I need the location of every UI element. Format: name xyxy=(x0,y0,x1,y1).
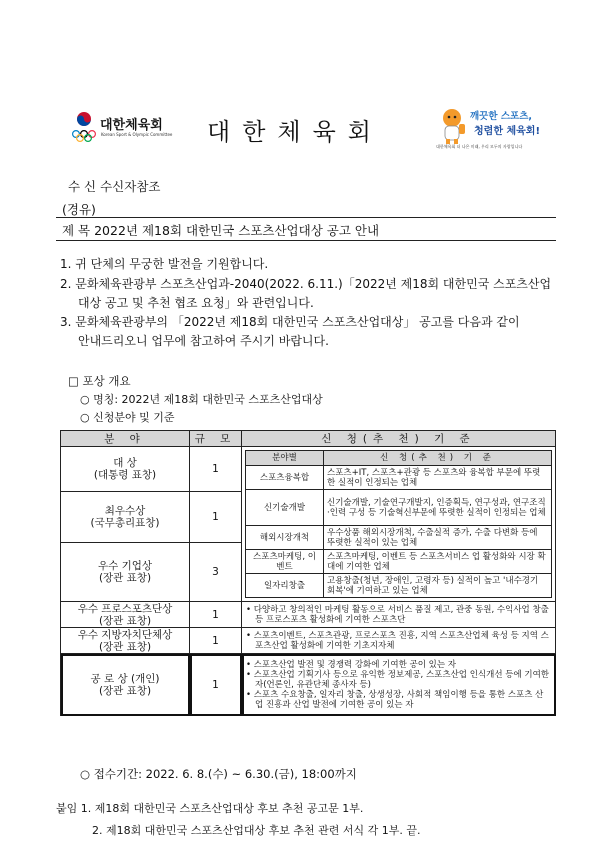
paragraph-3-line-2: 안내드리오니 업무에 참고하여 주시기 바랍니다. xyxy=(78,334,329,348)
inner-text: 스포츠+IT, 스포츠+관광 등 스포츠와 융복합 부문에 뚜렷한 실적이 인정되는 업체 xyxy=(324,466,552,490)
org-logo xyxy=(70,108,180,148)
criteria-cell xyxy=(242,602,556,628)
criteria-bullet: • 다양하고 창의적인 마케팅 활동으로 서비스 품질 제고, 관중 동원, 수익사업 창출 등 프로스포츠 활성화에 기여한 스포츠단 xyxy=(246,604,549,625)
award-level: (장관 표창) xyxy=(98,684,152,697)
table-row xyxy=(246,574,552,598)
award-level: (대통령 표창) xyxy=(93,468,157,481)
subject-rule-bottom xyxy=(56,240,556,241)
header-criteria: 신 청(추 천) 기 준 xyxy=(242,431,556,447)
deadline: ○ 접수기간: 2022. 6. 8.(수) ~ 6.30.(금), 18:00까지 xyxy=(80,767,357,781)
award-level: (장관 표창) xyxy=(98,614,152,627)
award-level: (장관 표창) xyxy=(98,571,152,584)
criteria-bullet: • 스포츠이벤트, 스포츠관광, 프로스포츠 진흥, 지역 스포츠산업체 육성 등 지역 스포츠산업 활성화에 기여한 기초지자체 xyxy=(246,630,549,651)
inner-field: 신기술개발 xyxy=(246,490,324,526)
paragraph-3-line-1: 3. 문화체육관광부의 「2022년 제18회 대한민국 스포츠산업대상」 공고를 다음과 같이 xyxy=(60,315,520,329)
header-scale: 규 모 xyxy=(190,431,242,447)
overview-heading: □ 포상 개요 xyxy=(68,374,131,388)
paragraph-1: 1. 귀 단체의 무궁한 발전을 기원합니다. xyxy=(60,257,269,271)
inner-text: 신기술개발, 기술연구개발지, 인증획득, 연구성과, 연구조직·인력 구성 등 기술혁신부문에 뚜렷한 실적이 인정되는 업체 xyxy=(324,490,552,526)
award-name: 최우수상 xyxy=(104,504,146,517)
org-name: 대한체육회 xyxy=(100,118,163,133)
attachment-1: 붙임 1. 제18회 대한민국 스포츠산업대상 후보 추천 공고문 1부. xyxy=(56,802,364,815)
inner-field: 스포츠마케팅, 이벤트 xyxy=(246,550,324,574)
paragraph-2-line-2: 대상 공고 및 추천 협조 요청」와 관련입니다. xyxy=(78,296,314,310)
inner-criteria-table xyxy=(245,450,552,598)
inner-text: 고용창출(청년, 장애인, 고령자 등) 실적이 높고 '내수경기 회복'에 기여하고 있는 업체 xyxy=(324,574,552,598)
inner-header-row xyxy=(246,451,552,466)
subject: 제 목 2022년 제18회 대한민국 스포츠산업대상 공고 안내 xyxy=(62,223,380,238)
award-cell xyxy=(61,654,190,716)
criteria-cell xyxy=(242,628,556,654)
inner-field: 해외시장개척 xyxy=(246,526,324,550)
award-cell xyxy=(61,602,190,628)
slogan-line-2: 청렴한 체육회! xyxy=(474,126,541,137)
award-cell xyxy=(61,491,190,542)
award-count: 1 xyxy=(190,628,242,654)
award-count: 1 xyxy=(190,602,242,628)
overview-criteria: ○ 신청분야 및 기준 xyxy=(80,411,175,424)
award-cell xyxy=(61,447,190,492)
inner-header-field: 분야별 xyxy=(246,451,324,466)
award-level: (장관 표창) xyxy=(98,640,152,653)
table-row xyxy=(246,466,552,490)
document-title: 대한체육회 xyxy=(207,118,383,146)
award-cell xyxy=(61,542,190,601)
via: (경유) xyxy=(62,202,96,217)
overview-name: ○ 명칭: 2022년 제18회 대한민국 스포츠산업대상 xyxy=(80,393,323,406)
award-cell xyxy=(61,628,190,654)
criteria-bullet: • 스포츠산업 발전 및 경쟁력 강화에 기여한 공이 있는 자 xyxy=(246,659,456,670)
slogan-line-1: 깨끗한 스포츠, xyxy=(470,111,532,122)
award-count: 1 xyxy=(190,654,242,716)
inner-header-criteria: 신 청(추 천) 기 준 xyxy=(324,451,552,466)
table-row xyxy=(61,447,556,492)
inner-text: 스포츠마케팅, 이벤트 등 스포츠서비스 업 활성화와 시장 확대에 기여한 업체 xyxy=(324,550,552,574)
table-row xyxy=(61,602,556,628)
table-row xyxy=(61,628,556,654)
inner-field: 스포츠융복합 xyxy=(246,466,324,490)
slogan-small: 대한체육회 더 나은 미래, 우리 모두의 자랑입니다 xyxy=(436,144,523,149)
award-name: 우수 프로스포츠단상 xyxy=(77,602,173,615)
award-count: 1 xyxy=(190,491,242,542)
slogan-logo xyxy=(436,106,556,152)
award-criteria-table xyxy=(60,430,556,716)
award-name: 우수 기업상 xyxy=(97,559,153,572)
korean-olympic-emblem-icon xyxy=(70,110,98,146)
table-header-row xyxy=(61,431,556,447)
criteria-bullet: • 스포츠산업 기획기사 등으로 유익한 정보제공, 스포츠산업 인식개선 등에 기여한 자(언론인, 유관단체 종사자 등) xyxy=(246,669,549,690)
criteria-cell xyxy=(242,654,556,716)
criteria-cell xyxy=(242,447,556,602)
table-row xyxy=(246,550,552,574)
award-name: 우수 지방자치단체상 xyxy=(77,628,173,641)
subject-rule-top xyxy=(56,217,556,218)
award-name: 공 로 상 (개인) xyxy=(90,672,160,685)
paragraph-2-line-1: 2. 문화체육관광부 스포츠산업과-2040(2022. 6.11.)「2022년 제18회 대한민국 스포츠산업 xyxy=(60,277,552,291)
table-row xyxy=(61,654,556,716)
inner-field: 일자리창출 xyxy=(246,574,324,598)
award-name: 대 상 xyxy=(113,456,137,469)
criteria-bullet: • 스포츠 수요창출, 일자리 창출, 상생성장, 사회적 책임이행 등을 통한 스포츠 산업 진흥과 산업 발전에 기여한 공이 있는 자 xyxy=(246,689,544,710)
inner-text: 우수상품 해외시장개척, 수출실적 증가, 수출 다변화 등에 뚜렷한 실적이 있는 업체 xyxy=(324,526,552,550)
table-row xyxy=(246,490,552,526)
award-count: 3 xyxy=(190,542,242,601)
award-count: 1 xyxy=(190,447,242,492)
attachment-2: 2. 제18회 대한민국 스포츠산업대상 후보 추천 관련 서식 각 1부. 끝. xyxy=(92,824,421,837)
recipient: 수 신 수신자참조 xyxy=(68,179,161,194)
header-field: 분 야 xyxy=(61,431,190,447)
award-level: (국무총리표창) xyxy=(90,516,160,529)
table-row xyxy=(246,526,552,550)
mascot-icon xyxy=(436,106,472,146)
org-sub-name: Korean Sport & Olympic Committee xyxy=(101,132,173,137)
